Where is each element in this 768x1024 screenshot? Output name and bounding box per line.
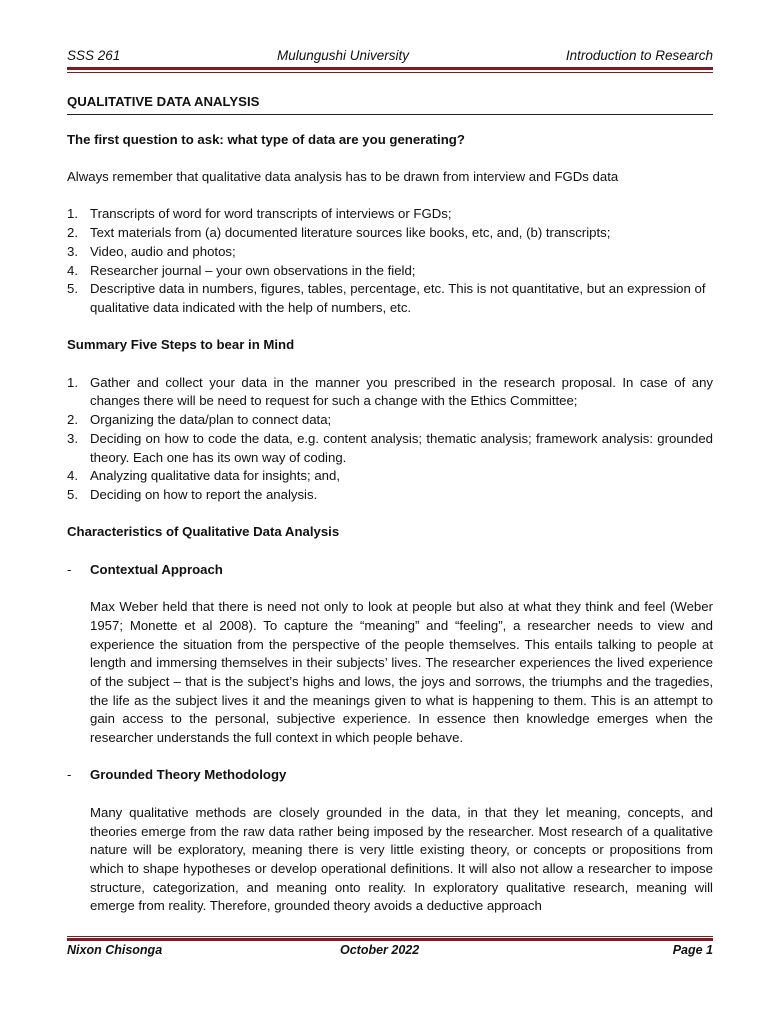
- header-subject: Introduction to Research: [565, 48, 713, 63]
- page-content: [67, 93, 713, 916]
- list-item: 5. Deciding on how to report the analysis.: [67, 487, 318, 502]
- footer-rule-thin: [67, 936, 713, 937]
- list-item: 4. Analyzing qualitative data for insights; and,: [67, 468, 340, 484]
- list-item: 2. Text materials from (a) documented literature sources like books, etc, and, (b) transcripts;: [67, 225, 611, 241]
- list-item: 5. Descriptive data in numbers, figures, tables, percentage, etc. This is not quantitative, but an expression of qualitative data indicated with the help of numbers, etc.: [67, 281, 706, 315]
- footer-page-number: Page 1: [672, 943, 713, 957]
- data-types-list: [67, 205, 713, 317]
- header-university: Mulungushi University: [277, 48, 410, 63]
- intro-paragraph: Always remember that qualitative data analysis has to be drawn from interview and FGDs data: [67, 169, 619, 185]
- steps-heading: Summary Five Steps to bear in Mind: [67, 337, 295, 353]
- header-course: SSS 261: [67, 48, 121, 63]
- list-item: 3. Deciding on how to code the data, e.g. content analysis; thematic analysis; framework analysis: grounded theory. Each one has its own way of coding.: [67, 430, 713, 465]
- list-item: 3. Video, audio and photos;: [67, 243, 236, 259]
- footer-date: October 2022: [340, 943, 420, 957]
- question-heading: The first question to ask: what type of data are you generating?: [67, 131, 465, 147]
- steps-list: [67, 374, 713, 505]
- list-item: 2. Organizing the data/plan to connect data;: [67, 412, 332, 428]
- characteristics-heading: Characteristics of Qualitative Data Analysis: [67, 524, 340, 540]
- footer-author: Nixon Chisonga: [67, 943, 163, 957]
- list-item: 1. Transcripts of word for word transcripts of interviews or FGDs;: [67, 206, 452, 222]
- grounded-heading: - Grounded Theory Methodology: [67, 767, 287, 783]
- page-header: [67, 48, 713, 66]
- list-item: 4. Researcher journal – your own observations in the field;: [67, 262, 416, 278]
- list-item: 1. Gather and collect your data in the manner you prescribed in the research proposal. In case of any changes there will be need to request for such a change with the Ethics Committee;: [67, 374, 713, 409]
- grounded-paragraph: Many qualitative methods are closely grounded in the data, in that they let meaning, concepts, and theories emerge from the raw data rather being imposed by the researcher. Most research of a qualitative nature will be exploratory, meaning there is very little existing theory, or concepts or propositions from which to shape hypotheses or develop operational definitions. It will also not allow a researcher to impose structure, categorization, and meaning onto reality. In exploratory qualitative research, meaning will emerge from reality. Therefore, grounded theory avoids a deductive approach: [90, 804, 713, 914]
- header-rule-thin: [67, 72, 713, 73]
- footer-rule-thick: [67, 938, 713, 941]
- contextual-heading: - Contextual Approach: [67, 561, 223, 577]
- page-title: QUALITATIVE DATA ANALYSIS: [67, 93, 713, 115]
- contextual-paragraph: Max Weber held that there is need not only to look at people but also at what they think and feel (Weber 1957; Monette et al 2008). To capture the “meaning” and “feeling”, a researcher needs to view and experience the situation from the perspective of the people themselves. This entails talking to people at length and immersing themselves in their subjects’ lives. The researcher experiences the lived experience of the subject – that is the subject’s highs and lows, the joys and sorrows, the triumphs and the tragedies, the life as the subject lives it and the meanings given to what is happening to them. This is an attempt to gain access to the personal, subjective experience. In essence then knowledge emerges when the researcher understands the full context in which people behave.: [90, 599, 713, 746]
- header-rule-thick: [67, 67, 713, 70]
